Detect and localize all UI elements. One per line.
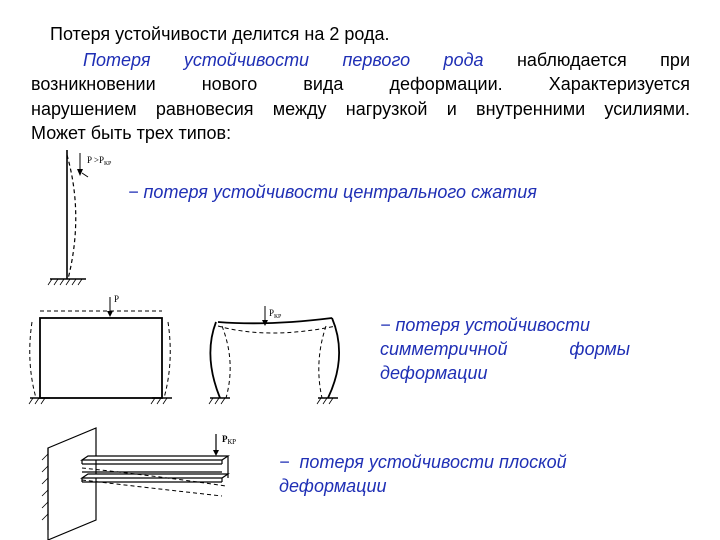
wall-hatching [42,454,48,520]
type-3-description [279,450,567,498]
paragraph-line-1-rest: наблюдается при [483,50,690,70]
beam-load-label: $P_{КР}$ [222,434,237,446]
frame-symmetric-diagram [28,292,183,412]
paragraph-line-4: Может быть трех типов: [31,123,232,143]
paragraph-line-1 [31,49,690,71]
load-arrowhead [77,169,83,176]
frame-load-label: P [114,294,120,304]
column-buckling-diagram [40,145,120,290]
type-3-line-2: деформации [279,476,387,496]
frame2-supports [209,398,338,404]
type-3-line-1: − потеря устойчивости плоской [279,452,567,472]
i-beam [82,456,228,482]
type-2-description [380,313,630,385]
buckled-shape [67,155,76,279]
paragraph-line-2: возникновении нового вида деформации. Характеризуется [31,74,690,94]
intro-text: Потеря устойчивости делится на 2 рода. [50,24,390,44]
frame2-load-label: $P_{КР}$ [269,308,282,320]
type-1-text: потеря устойчивости центрального сжатия [143,182,537,202]
type-1-description [128,180,537,204]
type-1-dash: − [128,182,139,202]
cantilever-beam-diagram [30,420,270,530]
paragraph-line-3: нарушением равновесия между нагрузкой и внутренними усилиями. [31,99,690,119]
type-2-line-2: симметричной формы [380,339,630,359]
wall-plate [48,428,96,540]
type-2-line-3: деформации [380,363,488,383]
type-2-line-1: − потеря устойчивости [380,315,591,335]
ground-hatching [48,279,82,285]
frame-outline [40,318,162,398]
emphasis-first-kind: Потеря устойчивости первого рода [83,50,484,70]
frame-buckled-diagram [198,296,358,416]
column-load-label: $P >P_{КР}$ [87,155,112,167]
